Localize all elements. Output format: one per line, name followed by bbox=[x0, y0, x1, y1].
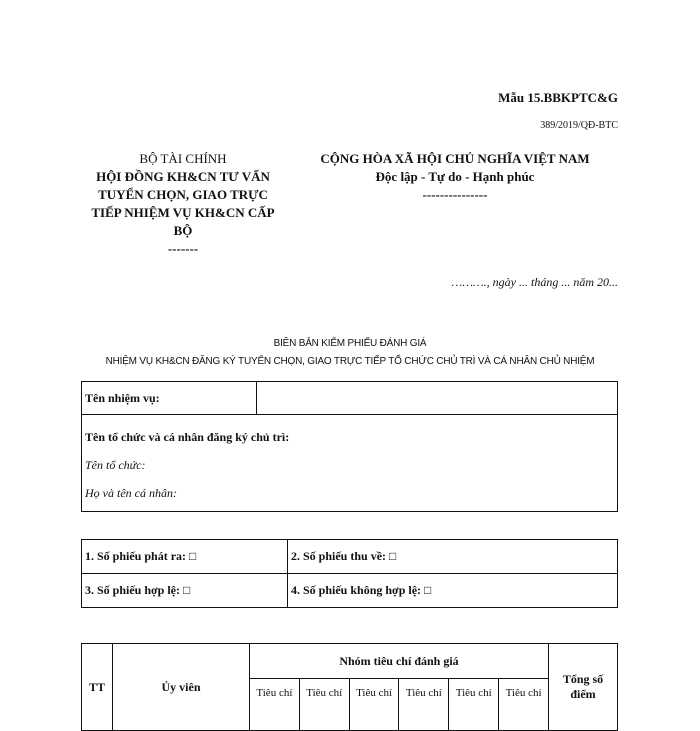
table-row bbox=[82, 574, 618, 608]
col-criterion-1: Tiêu chí bbox=[250, 679, 300, 731]
left-rule: ------- bbox=[167, 241, 199, 256]
ballot-count-table bbox=[81, 539, 618, 608]
org-label: Tên tổ chức: bbox=[85, 458, 146, 472]
form-code: Mẫu 15.BBKPTC&G bbox=[498, 90, 618, 105]
task-info-table bbox=[81, 381, 618, 512]
document-subtitle: NHIỆM VỤ KH&CN ĐĂNG KÝ TUYỂN CHỌN, GIAO TRỰC TIẾP TỔ CHỨC CHỦ TRÌ VÀ CÁ NHÂN CHỦ NHIỆM bbox=[105, 356, 595, 367]
registrant-cell bbox=[82, 415, 618, 512]
right-rule: --------------- bbox=[422, 187, 488, 202]
document-title: BIÊN BẢN KIỂM PHIẾU ĐÁNH GIÁ bbox=[273, 338, 427, 349]
task-name-value[interactable] bbox=[257, 382, 618, 415]
council-line-3: TIẾP NHIỆM VỤ KH&CN CẤP bbox=[91, 205, 275, 220]
col-criterion-5: Tiêu chí bbox=[449, 679, 499, 731]
ballots-collected: 2. Số phiếu thu về: □ bbox=[288, 540, 618, 574]
table-row bbox=[82, 415, 618, 512]
council-line-2: TUYỂN CHỌN, GIAO TRỰC bbox=[98, 187, 268, 202]
col-member: Ủy viên bbox=[113, 644, 250, 731]
ballots-invalid: 4. Số phiếu không hợp lệ: □ bbox=[288, 574, 618, 608]
date-line: ………., ngày ... tháng ... năm 20... bbox=[451, 275, 618, 289]
ballots-valid: 3. Số phiếu hợp lệ: □ bbox=[82, 574, 288, 608]
col-criterion-3: Tiêu chí bbox=[349, 679, 399, 731]
ballots-issued: 1. Số phiếu phát ra: □ bbox=[82, 540, 288, 574]
col-criterion-2: Tiêu chí bbox=[299, 679, 349, 731]
col-criterion-4: Tiêu chí bbox=[399, 679, 449, 731]
col-criterion-6: Tiêu chí bbox=[499, 679, 549, 731]
national-motto: Độc lập - Tự do - Hạnh phúc bbox=[375, 169, 535, 184]
table-row bbox=[82, 540, 618, 574]
col-tt: TT bbox=[82, 644, 113, 731]
col-criteria-group: Nhóm tiêu chí đánh giá bbox=[250, 644, 549, 679]
task-name-label: Tên nhiệm vụ: bbox=[82, 382, 257, 415]
col-total: Tổng số điểm bbox=[549, 644, 618, 731]
national-heading bbox=[300, 150, 610, 204]
score-table bbox=[81, 643, 618, 731]
council-line-4: BỘ bbox=[173, 223, 193, 238]
council-line-1: HỘI ĐỒNG KH&CN TƯ VẤN bbox=[96, 169, 270, 184]
table-row bbox=[82, 382, 618, 415]
issuer-block bbox=[78, 150, 288, 258]
person-label: Họ và tên cá nhân: bbox=[85, 486, 177, 500]
decision-number: 389/2019/QĐ-BTC bbox=[540, 120, 618, 131]
registrant-label: Tên tổ chức và cá nhân đăng ký chủ trì: bbox=[85, 430, 290, 444]
ministry-name: BỘ TÀI CHÍNH bbox=[139, 151, 227, 166]
country-name: CỘNG HÒA XÃ HỘI CHỦ NGHĨA VIỆT NAM bbox=[320, 151, 590, 166]
table-row bbox=[82, 644, 618, 679]
